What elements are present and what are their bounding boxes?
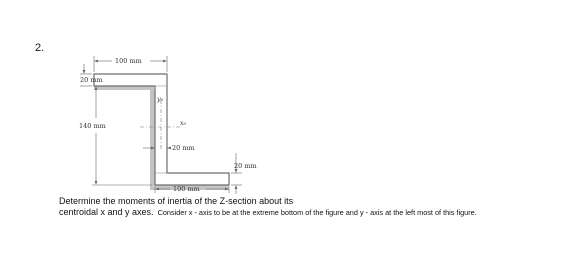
x0-label: x₀ (180, 119, 187, 127)
dim-bottom-thickness-label: 20 mm (234, 162, 257, 170)
problem-note: Consider x - axis to be at the extreme bottom of the figure and y - axis at the left most of this figure. (157, 208, 477, 217)
question-number: 2. (35, 42, 45, 54)
dim-top-width-label: 100 mm (115, 57, 142, 65)
dim-bottom-width-label: 100 mm (173, 185, 200, 193)
problem-statement-line2-text: centroidal x and y axes. (59, 207, 154, 217)
dim-bottom-thickness (231, 153, 242, 194)
dim-web-thickness-label: 20 mm (172, 144, 195, 152)
y0-label: y₀ (157, 95, 164, 103)
problem-statement-line2 (59, 207, 477, 217)
dim-height-label: 140 mm (79, 122, 106, 130)
dim-height (92, 86, 152, 185)
problem-statement-line1: Determine the moments of inertia of the Z-section about its (59, 196, 294, 206)
z-section-shape (94, 74, 229, 185)
dim-top-thickness-label: 20 mm (80, 76, 103, 84)
